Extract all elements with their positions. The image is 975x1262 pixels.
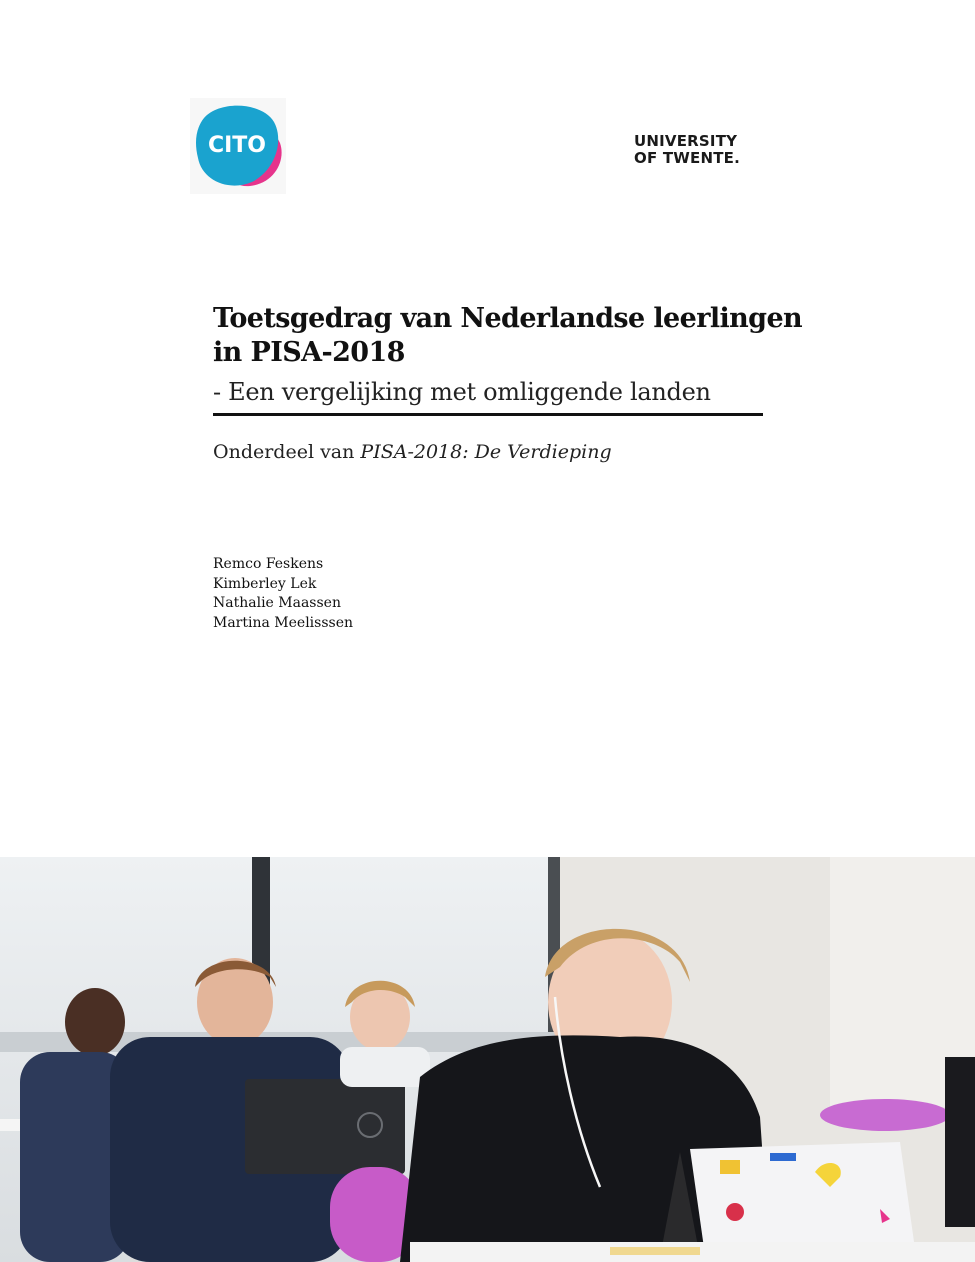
twente-logo-line1: UNIVERSITY <box>634 132 738 150</box>
author-name: Remco Feskens <box>213 556 324 572</box>
document-subtitle: - Een vergelijking met omliggende landen <box>213 378 711 406</box>
cito-logo-mark <box>190 98 286 194</box>
author-name: Martina Meelisssen <box>213 614 354 631</box>
cover-photo <box>0 857 975 1262</box>
classroom-photo <box>0 857 975 1262</box>
title-line-1: Toetsgedrag van Nederlandse leerlingen <box>213 303 803 334</box>
university-twente-logo <box>634 133 740 167</box>
cito-logo <box>190 98 286 194</box>
series-line <box>213 439 612 465</box>
series-prefix: Onderdeel van <box>213 441 361 463</box>
author-name: Kimberley Lek <box>213 575 317 592</box>
author-list <box>213 555 353 633</box>
title-line-2: in PISA-2018 <box>213 337 405 368</box>
twente-logo-line2: OF TWENTE. <box>634 149 740 167</box>
series-name: PISA-2018: De Verdieping <box>360 441 612 463</box>
title-divider <box>213 413 763 416</box>
cito-logo-text: CITO <box>207 133 267 158</box>
document-title <box>213 302 813 370</box>
author-name: Nathalie Maassen <box>213 595 341 611</box>
